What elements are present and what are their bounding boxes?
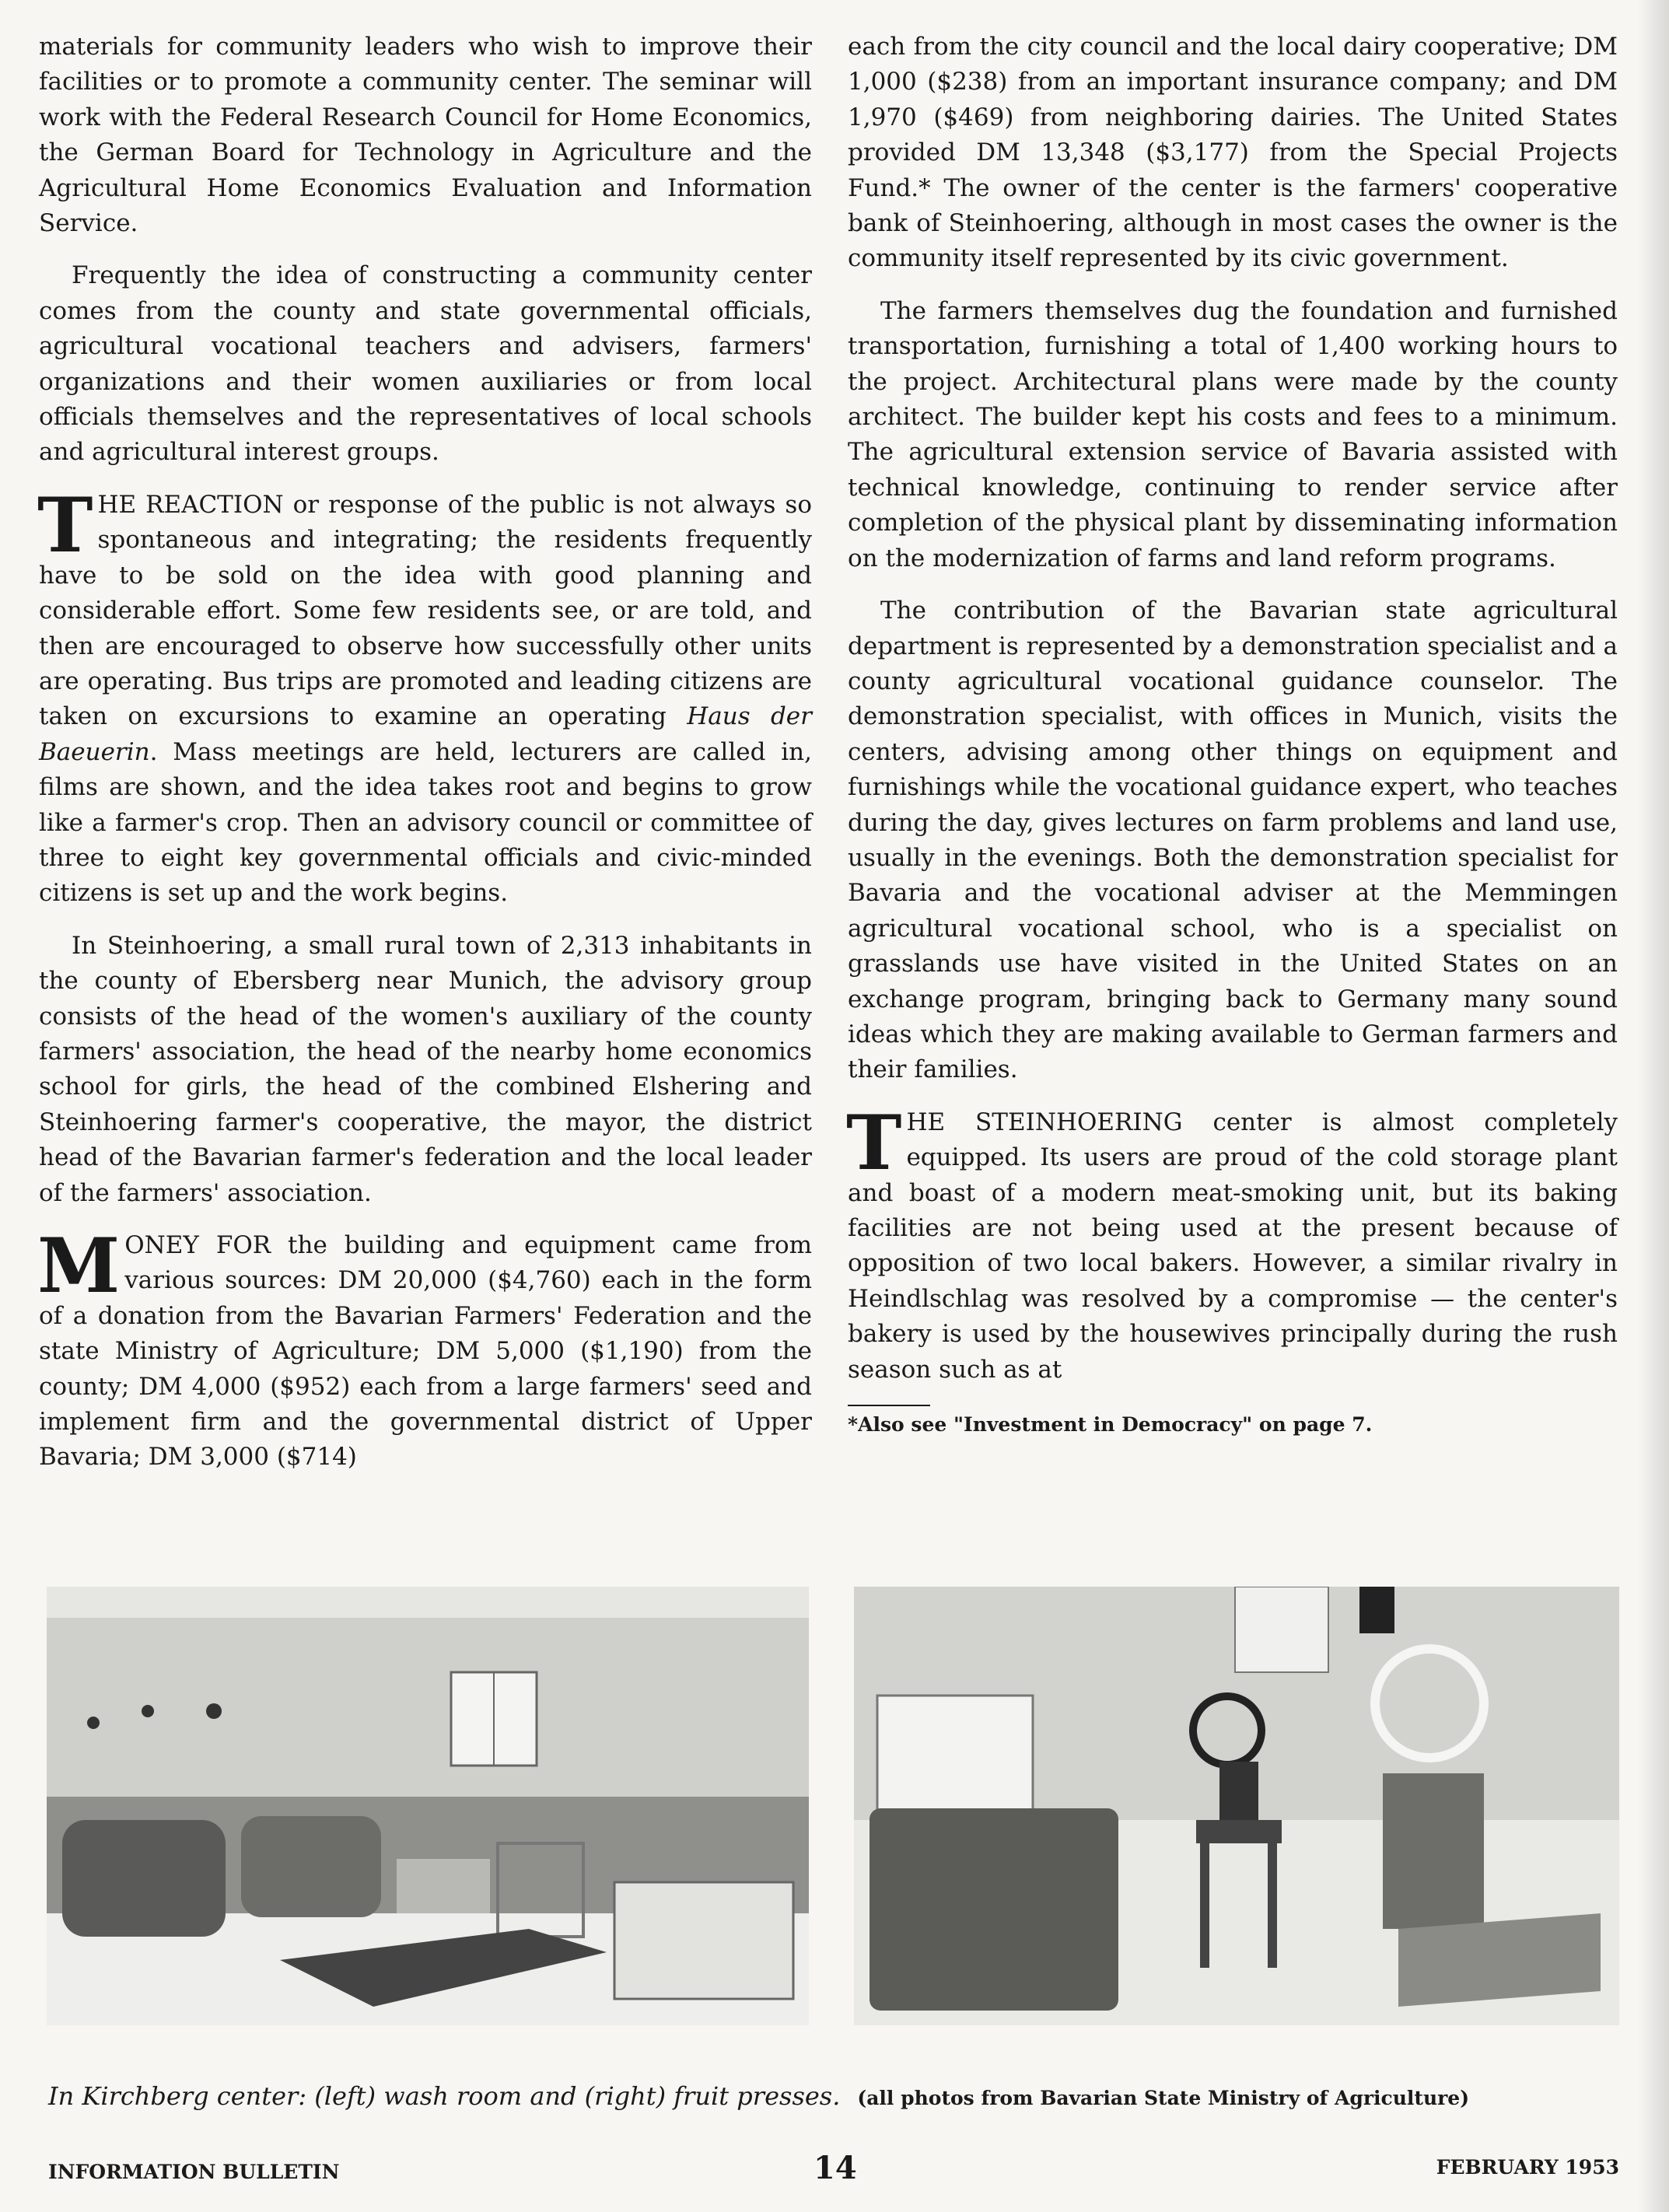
right-paragraph-3: The contribution of the Bavarian state agricultural department is represented by a demonstration specialist and a county agricultural vocational guidance counselor. The demonstration specialist, with offices in Munich, visits the centers, advising among other things on equipment and furnishings while the vocational guidance expert, who teaches during the day, gives lectures on farm problems and land use, usually in the evenings. Both the demonstration specialist for Bavaria and the vocational adviser at the Memmingen agricultural vocational school, who is a specialist on grasslands use have visited in the United States on an exchange program, bringing back to Germany many sound ideas which they are making available to German farmers and their families. <box>848 597 1618 1084</box>
section-lead-text: ONEY FOR <box>124 1231 271 1259</box>
fruit-presses-illustration <box>854 1587 1619 2025</box>
section-lead-text: HE STEINHOERING <box>906 1108 1183 1136</box>
italic-term: Haus der Baeuerin <box>39 702 812 766</box>
photo-wash-room <box>47 1587 809 2025</box>
photo-fruit-presses <box>854 1587 1619 2025</box>
figure-caption <box>48 2081 1619 2111</box>
caption-text: In Kirchberg center: (left) wash room and (right) fruit presses. <box>48 2081 841 2111</box>
right-paragraph-1: each from the city council and the local dairy cooperative; DM 1,000 ($238) from an important insurance company; and DM 1,970 ($469) from neighboring dairies. The United States provided DM 13,348 ($3,177) from the Special Projects Fund.* The owner of the center is the farmers' cooperative bank of Steinhoering, although in most cases the owner is the community itself represented by its civic government. <box>848 33 1618 273</box>
left-paragraph-4: In Steinhoering, a small rural town of 2,313 inhabitants in the county of Ebersberg near Munich, the advisory group consists of the head of the women's auxiliary of the county farmers' association, the head of the nearby home economics school for girls, the head of the combined Elshering and Steinhoering farmer's cooperative, the mayor, the district head of the Bavarian farmer's federation and the local leader of the farmers' association. <box>39 931 812 1207</box>
drop-cap: T <box>846 1098 902 1187</box>
page-shadow-edge <box>1638 0 1669 2212</box>
left-paragraph-3: THE REACTION or response of the public is not always so spontaneous and integrating; the residents frequently have to be sold on the idea with good planning and considerable effort. Some few residents see, or are told, and then are encouraged to observe how successfully other units are operating. Bus trips are promoted and leading citizens are taken on excursions to examine an operating Haus der Baeuerin. Mass meetings are held, lecturers are called in, films are shown, and the idea takes root and begins to grow like a farmer's crop. Then an advisory council or committee of three to eight key governmental officials and civic-minded citizens is set up and the work begins. <box>37 481 812 908</box>
publication-name: INFORMATION BULLETIN <box>48 2161 340 2183</box>
issue-date: FEBRUARY 1953 <box>1436 2156 1619 2179</box>
drop-cap: T <box>37 481 93 569</box>
page-number: 14 <box>814 2150 857 2186</box>
wash-room-illustration <box>47 1587 809 2025</box>
footnote-rule <box>848 1405 930 1406</box>
photo-credit: (all photos from Bavarian State Ministry of Agriculture) <box>857 2087 1470 2109</box>
left-paragraph-2: Frequently the idea of constructing a community center comes from the county and state governmental officials, agricultural vocational teachers and advisers, farmers' organizations and their women auxiliaries or from local officials themselves and the representatives of local schools and agricultural interest groups. <box>39 261 812 467</box>
left-column <box>39 30 812 1475</box>
right-paragraph-4: THE STEINHOERING center is almost completely equipped. Its users are proud of the cold storage plant and boast of a modern meat-smoking unit, but its baking facilities are not being used at the present because of opposition of two local bakers. However, a similar rivalry in Heindlschlag was resolved by a compromise — the center's bakery is used by the housewives principally during the rush season such as at <box>846 1098 1618 1384</box>
section-lead-text: HE REACTION <box>97 490 284 519</box>
left-paragraph-5: MONEY FOR the building and equipment came from various sources: DM 20,000 ($4,760) each in the form of a donation from the Bavarian Farmers' Federation and the state Ministry of Agriculture; DM 5,000 ($1,190) from the county; DM 4,000 ($952) each from a large farmers' seed and implement firm and the governmental district of Upper Bavaria; DM 3,000 ($714) <box>37 1222 812 1472</box>
footnote: *Also see "Investment in Democracy" on page 7. <box>848 1413 1373 1437</box>
right-column <box>848 30 1618 1437</box>
drop-cap: M <box>37 1222 121 1310</box>
right-paragraph-2: The farmers themselves dug the foundation and furnished transportation, furnishing a total of 1,400 working hours to the project. Architectural plans were made by the county architect. The builder kept his costs and fees to a minimum. The agricultural extension service of Bavaria assisted with technical knowledge, continuing to render service after completion of the physical plant by disseminating information on the modernization of farms and land reform programs. <box>848 296 1618 572</box>
left-paragraph-1: materials for community leaders who wish to improve their facilities or to promote a community center. The seminar will work with the Federal Research Council for Home Economics, the German Board for Technology in Agriculture and the Agricultural Home Economics Evaluation and Information Service. <box>39 33 812 238</box>
